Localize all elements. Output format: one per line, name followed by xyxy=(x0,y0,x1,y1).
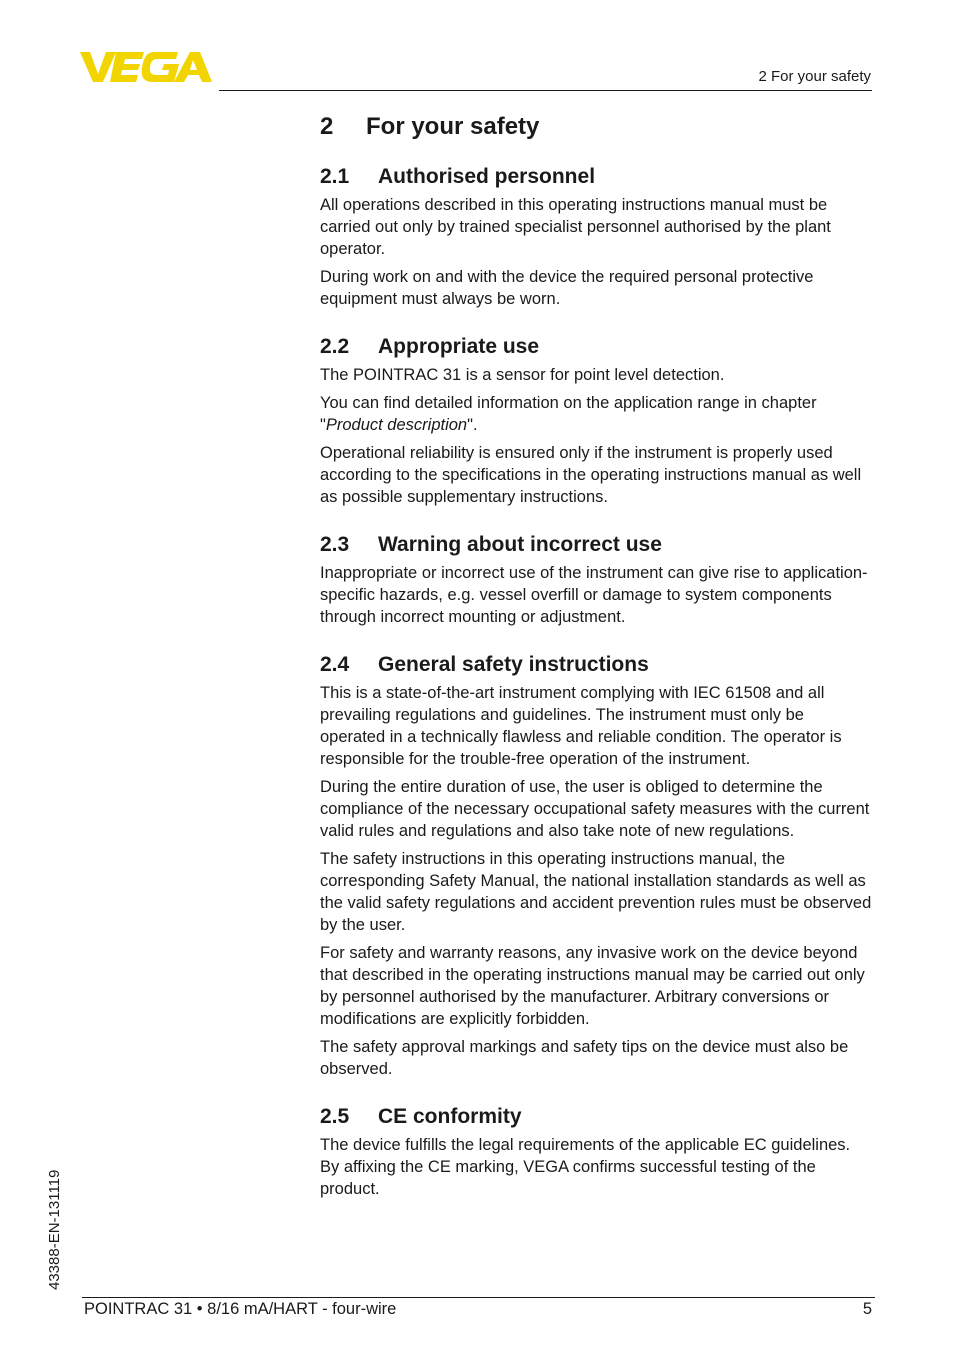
section-title: Warning about incorrect use xyxy=(378,533,662,556)
paragraph: Operational reliability is ensured only if the instrument is properly used according to the specifications in the operating instructions manual as well as possible supplementary instructions. xyxy=(320,444,862,506)
chapter-number: 2 xyxy=(320,113,334,140)
paragraph-text-end: ". xyxy=(467,416,478,434)
paragraph: All operations described in this operating instructions manual must be carried out only by trained specialist personnel authorised by the plant operator. xyxy=(320,196,831,258)
section-heading xyxy=(320,652,872,678)
section-incorrect-use xyxy=(320,532,872,628)
paragraph: The POINTRAC 31 is a sensor for point level detection. xyxy=(320,366,725,384)
section-number: 2.2 xyxy=(320,335,350,358)
paragraph: The device fulfills the legal requirements of the applicable EC guidelines. By affixing the CE marking, VEGA confirms successful testing of the product. xyxy=(320,1136,851,1198)
paragraph: During the entire duration of use, the user is obliged to determine the compliance of the necessary occupational safety measures with the current valid rules and regulations and also take note of new regulations. xyxy=(320,778,870,840)
section-number: 2.1 xyxy=(320,165,350,188)
section-title: Authorised personnel xyxy=(378,165,596,188)
section-ce-conformity xyxy=(320,1104,872,1200)
section-heading xyxy=(320,164,872,190)
document-number: 43388-EN-131119 xyxy=(46,1169,63,1290)
section-appropriate-use xyxy=(320,334,872,508)
section-number: 2.3 xyxy=(320,533,350,556)
section-heading xyxy=(320,532,872,558)
vega-logo xyxy=(80,50,212,84)
section-title: Appropriate use xyxy=(378,335,540,358)
paragraph-text: You can find detailed information on the application range in chapter " xyxy=(320,394,817,434)
section-heading xyxy=(320,334,872,360)
section-heading xyxy=(320,1104,872,1130)
paragraph: Inappropriate or incorrect use of the instrument can give rise to application-specific hazards, e.g. vessel overfill or damage to system components through incorrect mounting or adjustment. xyxy=(320,564,868,626)
header-divider xyxy=(219,90,872,91)
section-title: General safety instructions xyxy=(378,653,649,676)
running-header: 2 For your safety xyxy=(758,68,871,85)
section-general-safety xyxy=(320,652,872,1080)
section-number: 2.5 xyxy=(320,1105,350,1128)
paragraph: During work on and with the device the required personal protective equipment must always be worn. xyxy=(320,268,814,308)
section-number: 2.4 xyxy=(320,653,350,676)
paragraph: The safety approval markings and safety tips on the device must also be observed. xyxy=(320,1038,849,1078)
page-number: 5 xyxy=(862,1300,872,1318)
footer-product: POINTRAC 31 • 8/16 mA/HART - four-wire xyxy=(84,1300,397,1318)
paragraph: This is a state-of-the-art instrument complying with IEC 61508 and all prevailing regulations and guidelines. The instrument must only be operated in a technically flawless and reliable condition. The operator is responsible for the trouble-free operation of the instrument. xyxy=(320,684,842,768)
section-authorised-personnel xyxy=(320,164,872,310)
section-title: CE conformity xyxy=(378,1105,522,1128)
page-content xyxy=(320,112,872,1200)
chapter-heading xyxy=(320,112,872,142)
paragraph: The safety instructions in this operating instructions manual, the corresponding Safety Manual, the national installation standards as well as the valid safety regulations and accident prevention rules must be observed by the user. xyxy=(320,850,872,934)
paragraph-with-reference xyxy=(320,392,872,436)
paragraph: For safety and warranty reasons, any invasive work on the device beyond that described in the operating instructions manual may be carried out only by personnel authorised by the manufacturer. Arbitrary conversions or modifications are explicitly forbidden. xyxy=(320,944,865,1028)
chapter-title: For your safety xyxy=(366,113,540,140)
chapter-reference: Product description xyxy=(325,416,468,434)
footer-divider xyxy=(82,1297,875,1298)
